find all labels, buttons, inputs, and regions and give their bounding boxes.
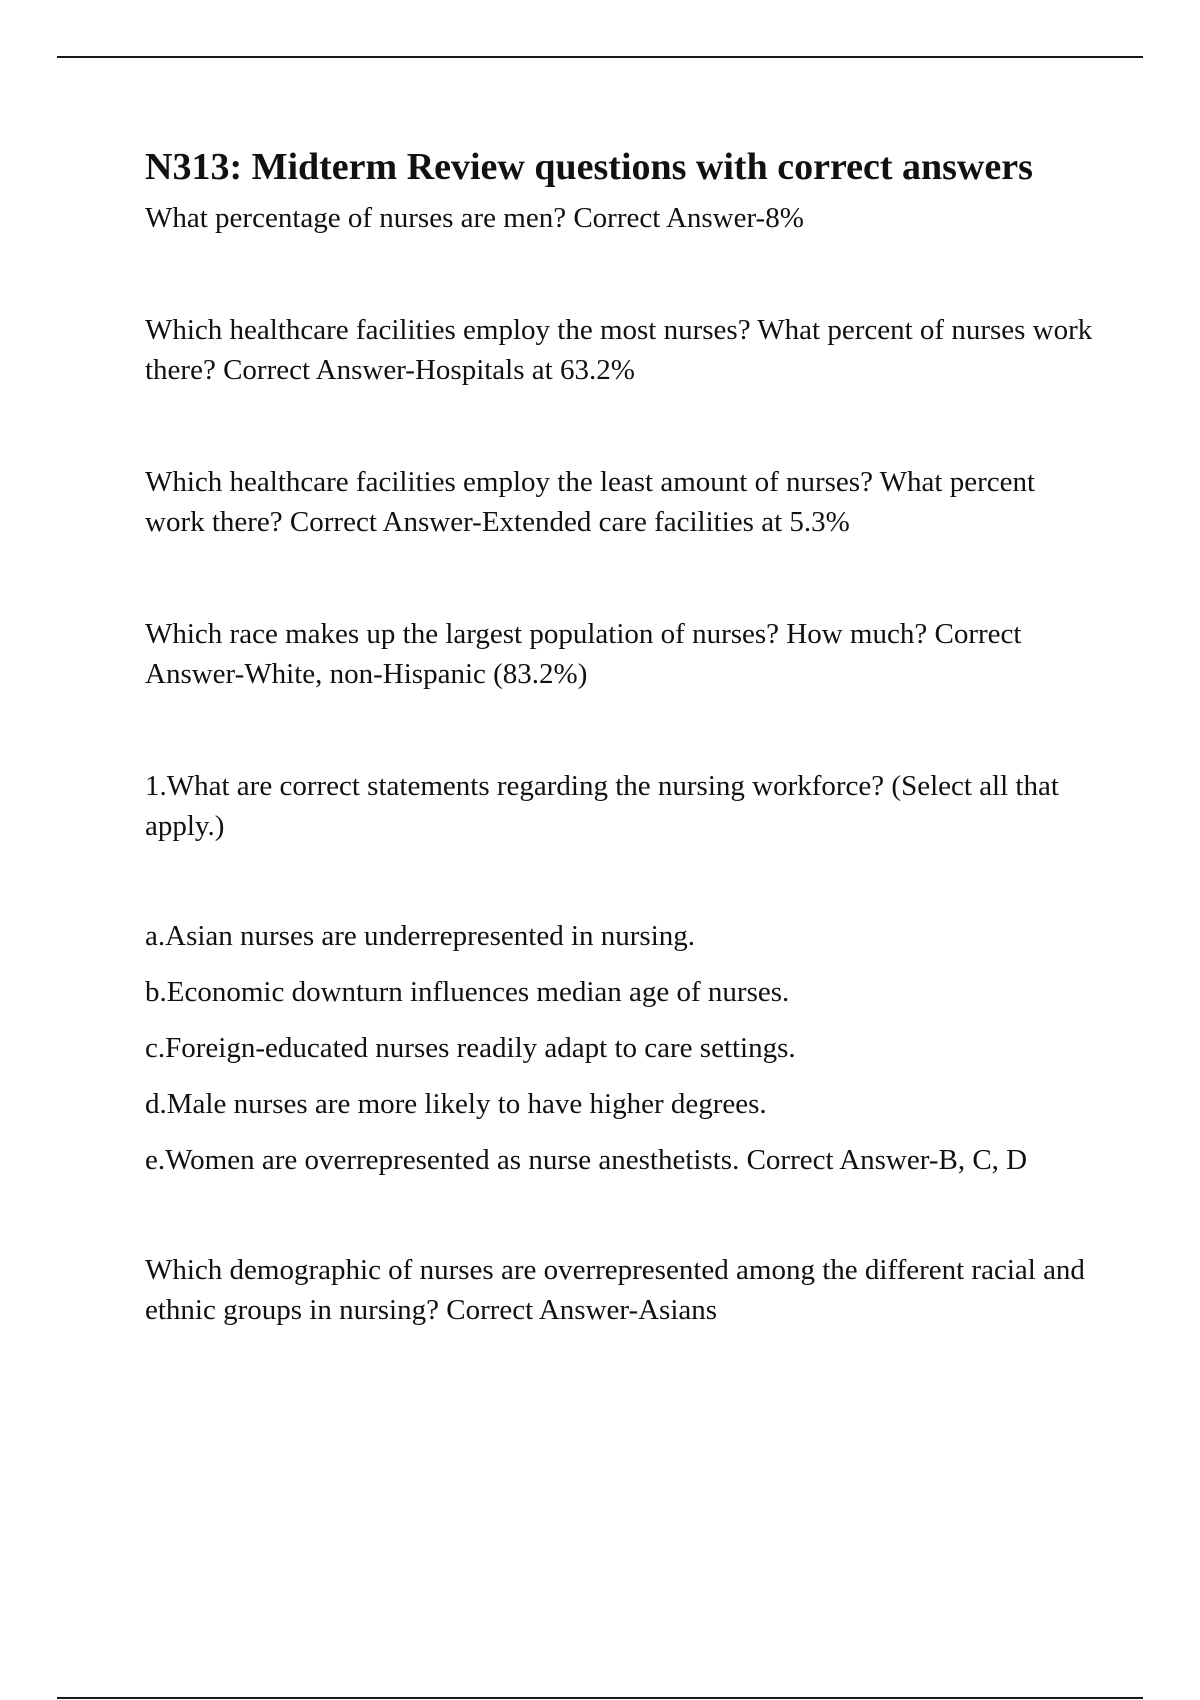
option-b: b.Economic downturn influences median age of nurses. bbox=[145, 976, 790, 1008]
question-least-nurses-facility: Which healthcare facilities employ the least amount of nurses? What percent work there? Correct Answer-Extended care facilities at 5.3% bbox=[145, 466, 1036, 538]
header-rule bbox=[57, 56, 1143, 58]
footer-rule bbox=[57, 1697, 1143, 1699]
document-title: N313: Midterm Review questions with correct answers bbox=[145, 146, 1033, 188]
question-workforce-statements: 1.What are correct statements regarding the nursing workforce? (Select all that apply.) bbox=[145, 770, 1059, 842]
option-d: d.Male nurses are more likely to have higher degrees. bbox=[145, 1088, 767, 1120]
question-most-nurses-facility: Which healthcare facilities employ the most nurses? What percent of nurses work there? Correct Answer-Hospitals at 63.2% bbox=[145, 314, 1093, 386]
question-overrepresented-demographic: Which demographic of nurses are overrepresented among the different racial and ethnic groups in nursing? Correct Answer-Asians bbox=[145, 1254, 1085, 1326]
document-body bbox=[145, 142, 1095, 1330]
question-largest-race: Which race makes up the largest population of nurses? How much? Correct Answer-White, non-Hispanic (83.2%) bbox=[145, 618, 1022, 690]
option-c: c.Foreign-educated nurses readily adapt to care settings. bbox=[145, 1032, 796, 1064]
option-e: e.Women are overrepresented as nurse anesthetists. Correct Answer-B, C, D bbox=[145, 1144, 1028, 1176]
question-men-percentage: What percentage of nurses are men? Correct Answer-8% bbox=[145, 202, 804, 234]
option-a: a.Asian nurses are underrepresented in nursing. bbox=[145, 920, 696, 952]
